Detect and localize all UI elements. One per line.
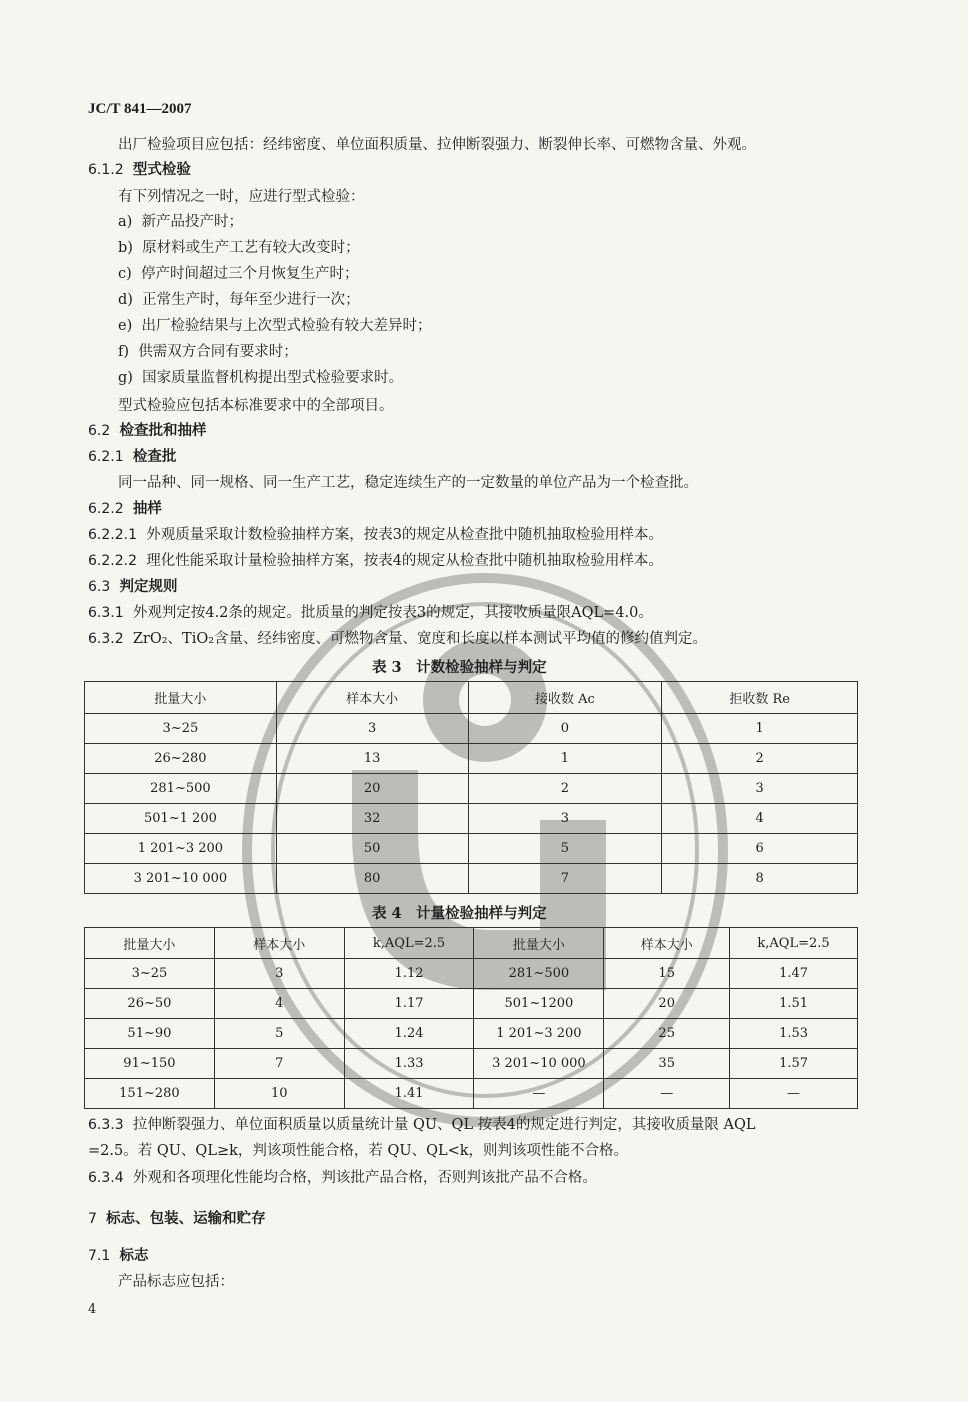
header-cell: 批量大小 [85,682,277,714]
list-item: a) 新产品投产时； [118,214,244,230]
table-row: 91~150 7 1.33 3 201~10 000 35 1.57 [85,1049,858,1079]
table-row: 3~25 3 0 1 [85,714,858,744]
table-row: 151~280 10 1.41 — — — [85,1079,858,1109]
table-row: 3~25 3 1.12 281~500 15 1.47 [85,959,858,989]
table-row: 26~280 13 1 2 [85,744,858,774]
header-cell: 样本大小 [276,682,468,714]
section-7-heading: 7 标志、包装、运输和贮存 [88,1210,266,1227]
list-item: d) 正常生产时，每年至少进行一次； [118,292,360,308]
section-6-3-heading: 6.3 判定规则 [88,578,178,595]
header-cell: 样本大小 [214,928,344,959]
page-number: 4 [88,1302,97,1317]
type-inspection-lead: 有下列情况之一时，应进行型式检验： [118,189,365,205]
document-code: JC/T 841—2007 [88,101,192,117]
header-cell: 批量大小 [474,928,604,959]
section-6-3-3: 6.3.3 拉伸断裂强力、单位面积质量以质量统计量 QU、QL 按表4的规定进行判定，其接收质量限 AQL [88,1117,756,1133]
header-cell: 批量大小 [85,928,215,959]
section-6-3-4: 6.3.4 外观和各项理化性能均合格，判该批产品合格，否则判该批产品不合格。 [88,1170,597,1186]
table-header-row [85,928,858,959]
header-cell: 接收数 Ac [468,682,662,714]
header-cell: k,AQL=2.5 [344,928,474,959]
type-inspection-tail: 型式检验应包括本标准要求中的全部项目。 [118,398,394,414]
section-6-2-2-1: 6.2.2.1 外观质量采取计数检验抽样方案，按表3的规定从检查批中随机抽取检验用样本。 [88,527,663,543]
section-6-2-1-heading: 6.2.1 检查批 [88,448,177,465]
list-item: b) 原材料或生产工艺有较大改变时； [118,240,360,256]
header-cell: 样本大小 [604,928,730,959]
table-4-caption: 表 4 计量检验抽样与判定 [372,905,547,922]
table-row: 51~90 5 1.24 1 201~3 200 25 1.53 [85,1019,858,1049]
list-item: g) 国家质量监督机构提出型式检验要求时。 [118,370,404,386]
table-4 [84,927,858,1109]
table-row: 501~1 200 32 3 4 [85,804,858,834]
section-6-2-2-2: 6.2.2.2 理化性能采取计量检验抽样方案，按表4的规定从检查批中随机抽取检验用样本。 [88,553,663,569]
table-header-row [85,682,858,714]
marking-lead-text: 产品标志应包括： [118,1274,234,1290]
table-row: 26~50 4 1.17 501~1200 20 1.51 [85,989,858,1019]
inspection-lot-definition: 同一品种、同一规格、同一生产工艺，稳定连续生产的一定数量的单位产品为一个检查批。 [118,475,698,491]
section-6-2-2-heading: 6.2.2 抽样 [88,500,162,517]
table-row: 281~500 20 2 3 [85,774,858,804]
list-item: e) 出厂检验结果与上次型式检验有较大差异时； [118,318,432,334]
header-cell: 拒收数 Re [662,682,858,714]
section-6-3-3-continued: =2.5。若 QU、QL≥k，判该项性能合格，若 QU、QL<k，则判该项性能不合格。 [88,1143,629,1159]
section-6-3-2: 6.3.2 ZrO₂、TiO₂含量、经纬密度、可燃物含量、宽度和长度以样本测试平均值的修约值判定。 [88,631,708,647]
table-row: 3 201~10 000 80 7 8 [85,864,858,894]
section-6-1-2-heading: 6.1.2 型式检验 [88,161,191,178]
section-7-1-heading: 7.1 标志 [88,1247,149,1264]
header-cell: k,AQL=2.5 [730,928,858,959]
section-6-2-heading: 6.2 检查批和抽样 [88,422,207,439]
section-6-3-1: 6.3.1 外观判定按4.2条的规定。批质量的判定按表3的规定，其接收质量限AQL=4.0。 [88,605,653,621]
table-3-caption: 表 3 计数检验抽样与判定 [372,659,547,676]
list-item: c) 停产时间超过三个月恢复生产时； [118,266,359,282]
table-row: 1 201~3 200 50 5 6 [85,834,858,864]
intro-paragraph: 出厂检验项目应包括：经纬密度、单位面积质量、拉伸断裂强力、断裂伸长率、可燃物含量、外观。 [118,137,756,153]
table-3 [84,681,858,894]
list-item: f) 供需双方合同有要求时； [118,344,298,360]
